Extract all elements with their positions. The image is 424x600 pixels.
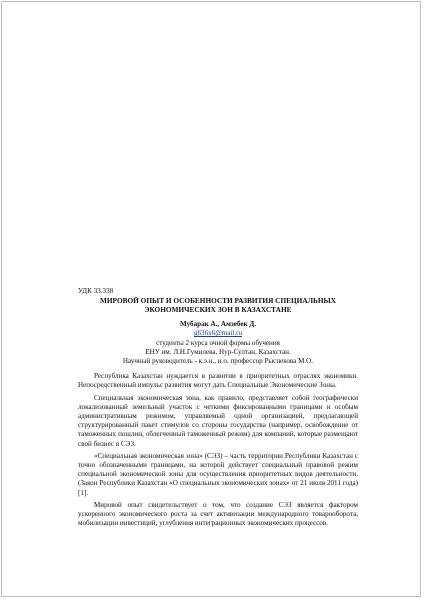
article-title-line-2: ЭКОНОМИЧЕСКИХ ЗОН В КАЗАХСТАНЕ <box>144 305 292 315</box>
article-title-line-1: МИРОВОЙ ОПЫТ И ОСОБЕННОСТИ РАЗВИТИЯ СПЕЦИАЛЬНЫХ <box>99 296 336 306</box>
paragraph-2: Специальная экономическая зона, как правило, представляет собой географически локализованный земельный участок с четкими фиксированными границами и особым административным режимом, управляемый одной организацией, предлагающей структурированный пакет стимулов со стороны государства (например, освобождение от таможенных пошлин, облегченный таможенный режим) для компаний, которые размещают свой бизнес в СЭЗ. <box>78 393 358 448</box>
affiliation-students: студенты 2 курса очной формы обучения <box>156 338 280 347</box>
scientific-supervisor: Научный руководитель - к.э.н., и.о. профессор Рыспекова М.О. <box>122 357 314 366</box>
paragraph-3: «Специальная экономическая зона» (СЭЗ) – часть территории Республики Казахстан с точно обозначенными границами, на которой действует специальный правовой режим специальной экономической зоны для осуществления приоритетных видов деятельности. (Закон Республики Казахстан «О специальных экономических зонах» от 21 июля 2011 года)[1]. <box>78 451 358 497</box>
article-content <box>78 287 358 528</box>
article-body <box>78 372 358 528</box>
udk-code: УДК 33.338 <box>78 287 114 295</box>
author-email-link[interactable]: g636x6@mail.ru <box>193 329 243 338</box>
affiliation-university: ЕНУ им. Л.Н.Гумилева, Нур-Султан, Казахстан. <box>145 347 291 356</box>
paragraph-1: Республика Казахстан нуждается в развитии в приоритетных отраслях экономики. Непосредственный импульс развития могут дать Специальные Экономические Зоны. <box>78 372 358 390</box>
authors: Мубарак А., Амзебек Д. <box>179 320 256 329</box>
paragraph-4: Мировой опыт свидетельствует о том, что создание СЭЗ является фактором ускоренного экономического роста за счет активизации международного товарооборота, мобилизации инвестиций, углубления интеграционных экономических процессов. <box>78 500 358 528</box>
document-page <box>1 1 421 597</box>
